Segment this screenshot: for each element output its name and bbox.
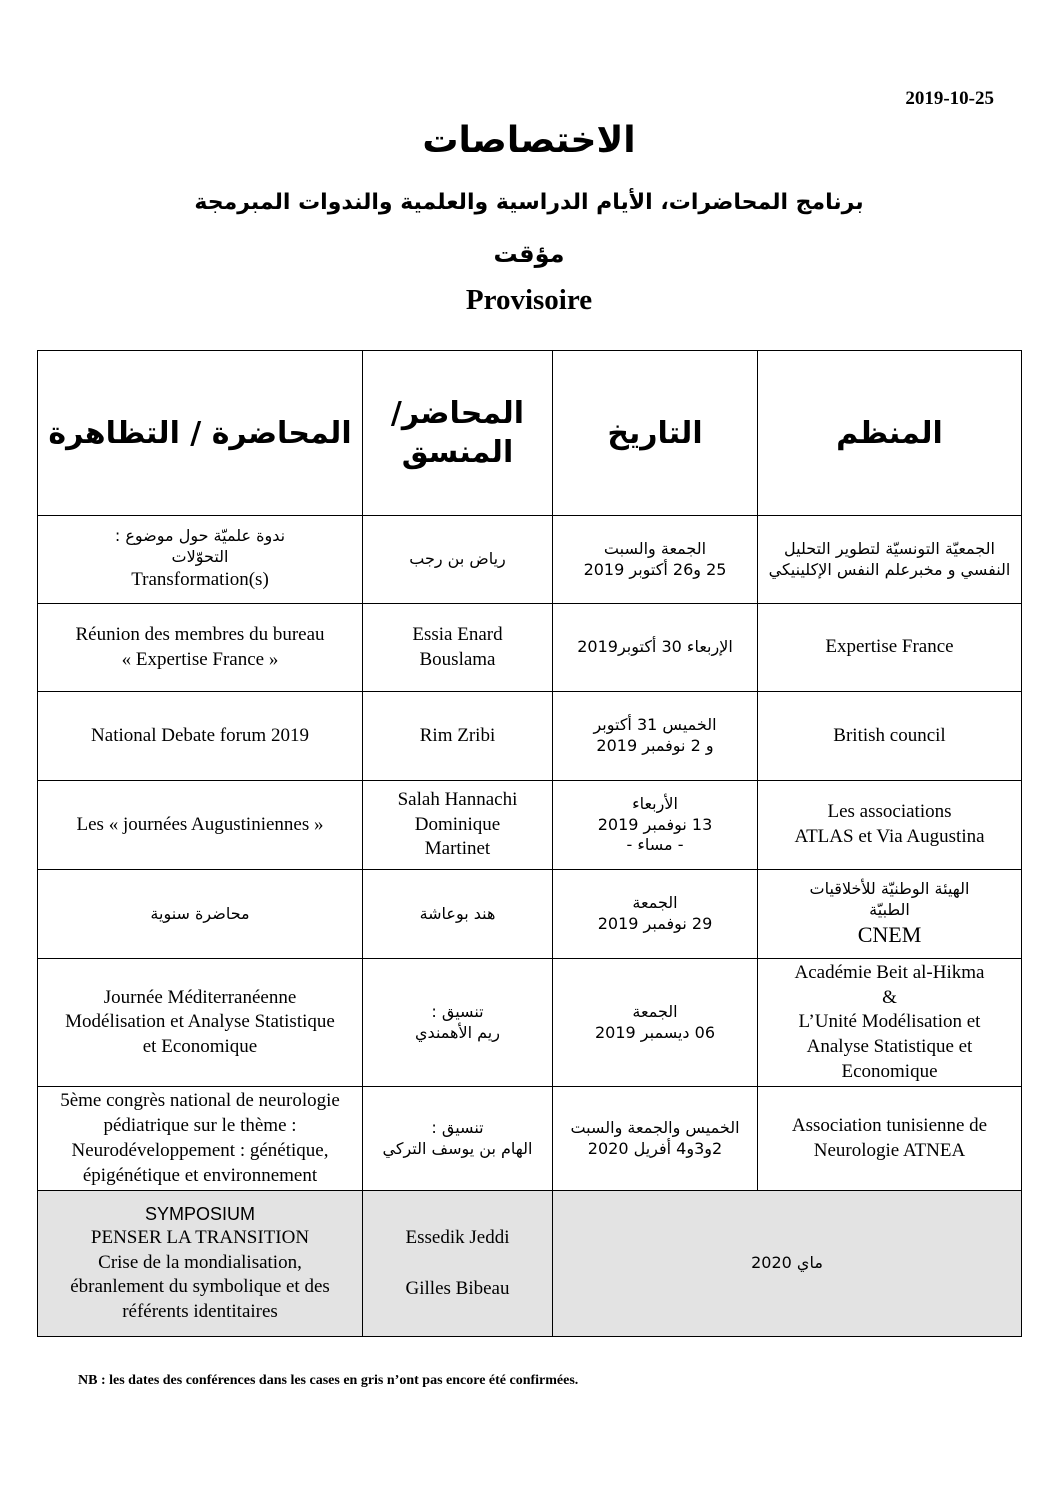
cell-date bbox=[553, 781, 758, 870]
speaker-line: ريم الأهمندي bbox=[415, 1022, 500, 1042]
gray-lecture-line: PENSER LA TRANSITION bbox=[90, 1227, 310, 1248]
cell-date bbox=[553, 959, 758, 1087]
cell-lecture bbox=[38, 692, 363, 781]
organizer-line: Académie Beit al-Hikma bbox=[794, 962, 985, 983]
organizer-line: ATLAS et Via Augustina bbox=[794, 826, 985, 847]
header-speaker-line2: المنسق bbox=[401, 435, 514, 470]
date-line: الأربعاء bbox=[632, 793, 678, 813]
organizer-line: Les associations bbox=[827, 801, 952, 823]
cell-lecture bbox=[38, 1087, 363, 1191]
page-title: الاختصاصات bbox=[422, 120, 636, 161]
lecture-line: Réunion des membres du bureau bbox=[75, 623, 325, 645]
provisional-label-fr: Provisoire bbox=[465, 284, 593, 316]
organizer-line: النفسي و مخبرعلم النفس الإكلينيكي bbox=[768, 559, 1011, 579]
page-subtitle: برنامج المحاضرات، الأيام الدراسية والعلمية والندوات المبرمجة bbox=[194, 190, 864, 215]
date-line: - مساء - bbox=[626, 835, 684, 855]
footnote: NB : les dates des conférences dans les cases en gris n’ont pas encore été confirmées. bbox=[78, 1373, 579, 1388]
organizer-line: Association tunisienne de bbox=[791, 1115, 988, 1137]
date-line: الخميس 31 أكتوبر bbox=[593, 715, 717, 735]
cell-speaker bbox=[363, 516, 553, 604]
cell-date bbox=[553, 516, 758, 604]
organizer-line: Neurologie ATNEA bbox=[813, 1139, 966, 1161]
date-line: 25 و26 أكتوبر 2019 bbox=[583, 559, 727, 579]
speaker-line: Rim Zribi bbox=[419, 724, 496, 746]
header-date: التاريخ bbox=[553, 351, 758, 516]
table-row bbox=[38, 692, 1022, 781]
speaker-line: Bouslama bbox=[419, 648, 496, 670]
cell-organizer bbox=[758, 692, 1022, 781]
speaker-line: تنسيق : bbox=[431, 1001, 484, 1021]
lecture-line: Journée Méditerranéenne bbox=[103, 986, 297, 1008]
organizer-line: الهيئة الوطنيّة للأخلاقيات bbox=[809, 878, 970, 898]
cell-lecture bbox=[38, 870, 363, 959]
schedule-table bbox=[37, 350, 1022, 1337]
table-row-unconfirmed bbox=[38, 1191, 1022, 1337]
cell-organizer bbox=[758, 604, 1022, 692]
lecture-line: محاضرة سنوية bbox=[150, 903, 250, 923]
lecture-line: ندوة علميّة حول موضوع : bbox=[114, 526, 286, 546]
speaker-line: Dominique bbox=[414, 813, 501, 835]
header-organizer: المنظم bbox=[758, 351, 1022, 516]
cell-organizer bbox=[758, 1087, 1022, 1191]
date-line: و 2 نوفمبر 2019 bbox=[596, 736, 714, 755]
cell-date bbox=[553, 1087, 758, 1191]
table-row bbox=[38, 959, 1022, 1087]
date-line: الخميس والجمعة والسبت bbox=[570, 1118, 740, 1138]
cell-speaker bbox=[363, 959, 553, 1087]
lecture-line: Neurodéveloppement : génétique, bbox=[71, 1139, 329, 1161]
cell-organizer bbox=[758, 959, 1022, 1087]
speaker-line: Martinet bbox=[424, 838, 491, 860]
speaker-line: تنسيق : bbox=[431, 1118, 484, 1138]
table-row bbox=[38, 870, 1022, 959]
date-line: الجمعة والسبت bbox=[603, 538, 707, 558]
lecture-line: Les « journées Augustiniennes » bbox=[76, 813, 324, 835]
cell-date bbox=[553, 870, 758, 959]
speaker-line: رياض بن رجب bbox=[409, 549, 506, 569]
cell-speaker bbox=[363, 870, 553, 959]
cell-lecture bbox=[38, 781, 363, 870]
cell-speaker bbox=[363, 692, 553, 781]
speaker-line: الهام بن يوسف التركي bbox=[382, 1138, 533, 1158]
date-line: الجمعة bbox=[632, 893, 678, 913]
organizer-line: & bbox=[882, 986, 897, 1008]
gray-speaker-1: Essedik Jeddi bbox=[405, 1227, 510, 1248]
gray-row-lecture bbox=[38, 1191, 363, 1337]
cell-speaker bbox=[363, 604, 553, 692]
organizer-line: Economique bbox=[841, 1060, 938, 1082]
organizer-line: British council bbox=[833, 724, 946, 746]
cell-speaker bbox=[363, 1087, 553, 1191]
cell-speaker bbox=[363, 781, 553, 870]
organizer-line: CNEM bbox=[857, 921, 922, 947]
lecture-line: Transformation(s) bbox=[131, 568, 269, 590]
lecture-line: épigénétique et environnement bbox=[82, 1164, 318, 1186]
organizer-line: Analyse Statistique et bbox=[806, 1036, 973, 1058]
gray-speaker-2: Gilles Bibeau bbox=[405, 1277, 510, 1299]
cell-lecture bbox=[38, 604, 363, 692]
cell-date bbox=[553, 692, 758, 781]
provisional-label-ar: مؤقت bbox=[493, 240, 565, 268]
table-row bbox=[38, 781, 1022, 870]
table-row bbox=[38, 516, 1022, 604]
header-speaker bbox=[363, 351, 553, 516]
header-speaker-line1: المحاضر/ bbox=[390, 396, 525, 431]
date-line: 29 نوفمبر 2019 bbox=[597, 914, 713, 933]
gray-lecture-line: référents identitaires bbox=[122, 1301, 278, 1323]
document-date: 2019-10-25 bbox=[905, 88, 994, 109]
organizer-line: الطبيّة bbox=[869, 899, 910, 919]
speaker-line: هند بوعاشة bbox=[419, 903, 496, 923]
date-line: 2و3و4 أفريل 2020 bbox=[587, 1138, 723, 1158]
lecture-line: pédiatrique sur le thème : bbox=[103, 1115, 297, 1137]
gray-lecture-line: Crise de la mondialisation, bbox=[98, 1251, 302, 1273]
speaker-line: Essia Enard bbox=[412, 623, 503, 645]
table-row bbox=[38, 604, 1022, 692]
lecture-line: et Economique bbox=[142, 1036, 258, 1058]
lecture-line: Modélisation et Analyse Statistique bbox=[65, 1011, 335, 1033]
gray-row-speaker bbox=[363, 1191, 553, 1337]
lecture-line: 5ème congrès national de neurologie bbox=[60, 1090, 340, 1112]
date-line: 06 ديسمبر 2019 bbox=[594, 1022, 715, 1042]
table-row bbox=[38, 1087, 1022, 1191]
organizer-line: Expertise France bbox=[825, 636, 954, 658]
table-body bbox=[38, 516, 1022, 1191]
date-line: 13 نوفمبر 2019 bbox=[597, 814, 713, 834]
speaker-line: Salah Hannachi bbox=[397, 788, 518, 810]
table-header-row bbox=[38, 351, 1022, 516]
organizer-line: L’Unité Modélisation et bbox=[798, 1011, 981, 1033]
cell-organizer bbox=[758, 516, 1022, 604]
date-line: الجمعة bbox=[632, 1001, 678, 1021]
cell-date bbox=[553, 604, 758, 692]
cell-organizer bbox=[758, 870, 1022, 959]
cell-lecture bbox=[38, 516, 363, 604]
lecture-line: « Expertise France » bbox=[121, 648, 279, 670]
organizer-line: الجمعيّة التونسيّة لتطوير التحليل bbox=[784, 538, 995, 558]
cell-organizer bbox=[758, 781, 1022, 870]
gray-lecture-line: SYMPOSIUM bbox=[144, 1203, 255, 1224]
date-line: الإربعاء 30 أكتوبر2019 bbox=[577, 637, 733, 657]
header-lecture: المحاضرة / التظاهرة bbox=[38, 351, 363, 516]
cell-lecture bbox=[38, 959, 363, 1087]
lecture-line: National Debate forum 2019 bbox=[91, 724, 309, 746]
gray-lecture-line: ébranlement du symbolique et des bbox=[70, 1276, 330, 1298]
lecture-line: التحوّلات bbox=[171, 547, 229, 567]
gray-row-date: ماي 2020 bbox=[553, 1191, 1022, 1337]
